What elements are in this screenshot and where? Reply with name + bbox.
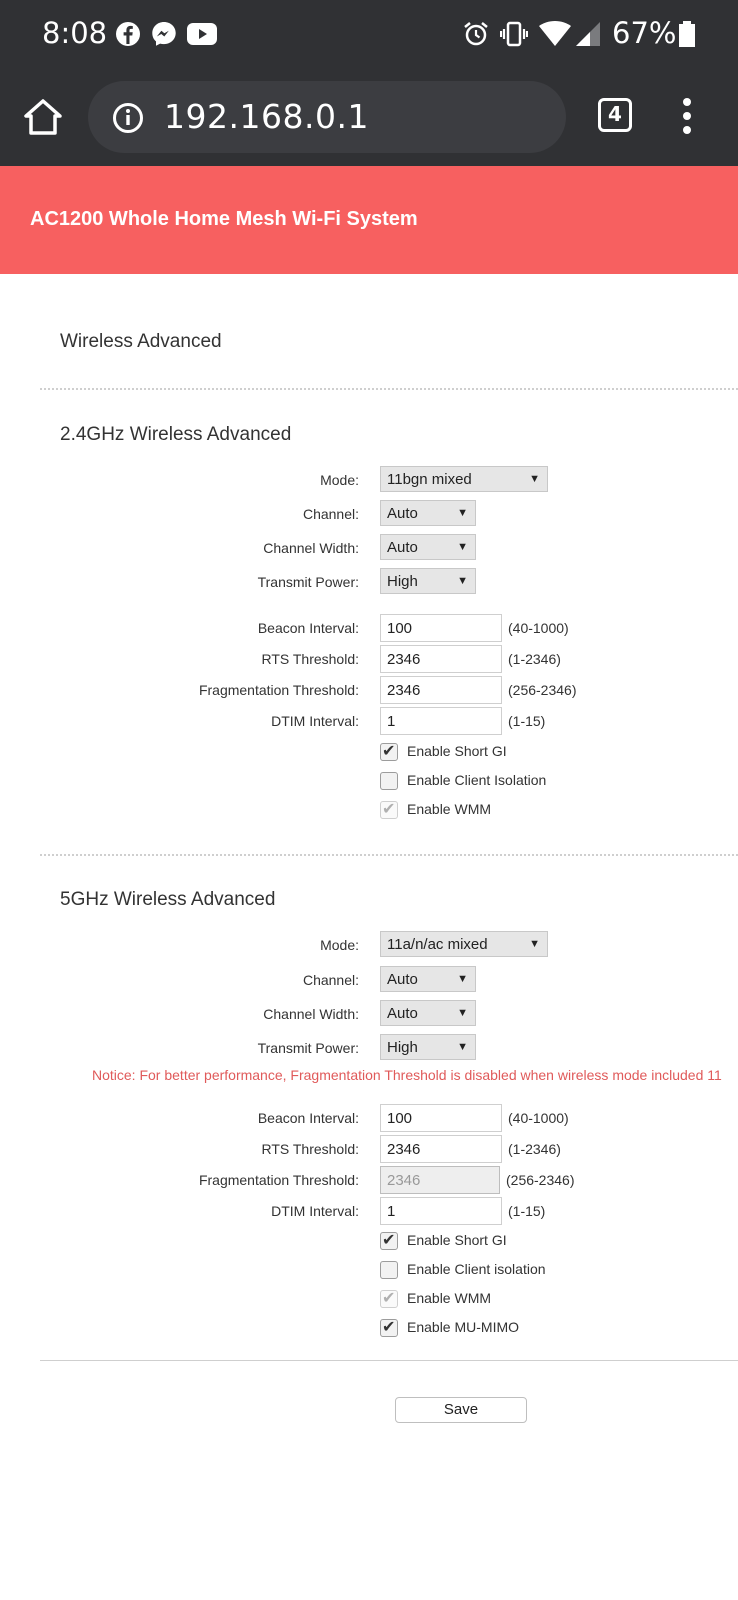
client-isolation-label: Enable Client Isolation — [407, 772, 547, 788]
mode-value: 11a/n/ac mixed — [387, 936, 488, 953]
dtim-interval-label: DTIM Interval: — [271, 1203, 359, 1219]
dtim-interval-row-5ghz — [0, 1197, 738, 1225]
wifi-icon — [538, 20, 572, 48]
info-icon[interactable] — [112, 102, 144, 134]
dtim-interval-range: (1-15) — [508, 1203, 546, 1219]
beacon-interval-label: Beacon Interval: — [257, 620, 359, 636]
mode-select-5ghz[interactable] — [380, 931, 548, 957]
check-icon: ✔ — [382, 1232, 396, 1249]
beacon-interval-label: Beacon Interval: — [257, 1110, 359, 1126]
address-bar[interactable] — [88, 81, 566, 153]
client-isolation-row-5ghz — [0, 1258, 738, 1286]
short-gi-checkbox-5ghz[interactable] — [380, 1232, 398, 1250]
mode-row-5ghz — [0, 931, 738, 959]
channel-width-value: Auto — [387, 1005, 418, 1022]
short-gi-label: Enable Short GI — [407, 1232, 507, 1248]
dtim-interval-row-2-4ghz — [0, 707, 738, 735]
check-icon: ✔ — [382, 1319, 396, 1336]
short-gi-label: Enable Short GI — [407, 743, 507, 759]
mode-label: Mode: — [320, 937, 359, 953]
chevron-down-icon: ▼ — [457, 1007, 468, 1019]
check-icon: ✔ — [382, 801, 396, 818]
vibrate-icon — [500, 20, 528, 48]
section-title-2-4ghz: 2.4GHz Wireless Advanced — [60, 424, 292, 445]
transmit-power-select-2-4ghz[interactable] — [380, 568, 476, 594]
chevron-down-icon: ▼ — [457, 575, 468, 587]
mode-value: 11bgn mixed — [387, 471, 472, 488]
youtube-icon — [186, 20, 218, 48]
short-gi-checkbox-2-4ghz[interactable] — [380, 743, 398, 761]
transmit-power-select-5ghz[interactable] — [380, 1034, 476, 1060]
router-header — [0, 166, 738, 274]
chevron-down-icon: ▼ — [529, 938, 540, 950]
channel-width-label: Channel Width: — [263, 1006, 359, 1022]
section-title-5ghz: 5GHz Wireless Advanced — [60, 889, 276, 910]
frag-threshold-row-2-4ghz — [0, 676, 738, 704]
channel-width-select-2-4ghz[interactable] — [380, 534, 476, 560]
signal-icon — [574, 20, 602, 48]
check-icon: ✔ — [382, 743, 396, 760]
facebook-icon — [114, 20, 142, 48]
transmit-power-label: Transmit Power: — [257, 1040, 359, 1056]
rts-threshold-range: (1-2346) — [508, 1141, 561, 1157]
url-text[interactable]: 192.168.0.1 — [164, 97, 369, 136]
transmit-power-value: High — [387, 1039, 418, 1056]
short-gi-row-5ghz — [0, 1229, 738, 1257]
alarm-icon — [462, 20, 490, 48]
rts-threshold-range: (1-2346) — [508, 651, 561, 667]
beacon-interval-input-5ghz[interactable]: 100 — [380, 1104, 502, 1132]
more-menu-icon[interactable] — [676, 98, 700, 138]
beacon-interval-row-5ghz — [0, 1104, 738, 1132]
wmm-label: Enable WMM — [407, 1290, 492, 1306]
frag-threshold-label: Fragmentation Threshold: — [198, 682, 359, 698]
dtim-interval-range: (1-15) — [508, 713, 546, 729]
rts-threshold-label: RTS Threshold: — [261, 651, 359, 667]
channel-label: Channel: — [302, 506, 359, 522]
transmit-power-row-2-4ghz — [0, 568, 738, 596]
mode-label: Mode: — [320, 472, 359, 488]
beacon-interval-range: (40-1000) — [508, 620, 569, 636]
channel-width-value: Auto — [387, 539, 418, 556]
frag-threshold-range: (256-2346) — [506, 1172, 575, 1188]
home-icon[interactable] — [22, 96, 64, 138]
mode-select-2-4ghz[interactable] — [380, 466, 548, 492]
chevron-down-icon: ▼ — [457, 507, 468, 519]
mu-mimo-label: Enable MU-MIMO — [407, 1319, 520, 1335]
check-icon: ✔ — [382, 1290, 396, 1307]
short-gi-row-2-4ghz — [0, 740, 738, 768]
wmm-label: Enable WMM — [407, 801, 492, 817]
transmit-power-value: High — [387, 573, 418, 590]
beacon-interval-range: (40-1000) — [508, 1110, 569, 1126]
rts-threshold-label: RTS Threshold: — [261, 1141, 359, 1157]
client-isolation-checkbox-2-4ghz[interactable] — [380, 772, 398, 790]
status-bar — [0, 0, 738, 68]
fragmentation-notice: Notice: For better performance, Fragmentation Threshold is disabled when wireless mode included 11 — [92, 1067, 722, 1083]
channel-row-2-4ghz — [0, 500, 738, 528]
chevron-down-icon: ▼ — [457, 541, 468, 553]
wmm-row-5ghz — [0, 1287, 738, 1315]
channel-row-5ghz — [0, 966, 738, 994]
clock: 8:08 — [42, 16, 108, 50]
browser-toolbar — [0, 68, 738, 166]
channel-width-label: Channel Width: — [263, 540, 359, 556]
divider — [40, 388, 738, 390]
frag-threshold-input-5ghz: 2346 — [380, 1166, 500, 1194]
frag-threshold-range: (256-2346) — [508, 682, 577, 698]
battery-percentage: 67% — [612, 16, 677, 50]
divider — [40, 1360, 738, 1361]
chevron-down-icon: ▼ — [457, 973, 468, 985]
channel-select-5ghz[interactable] — [380, 966, 476, 992]
divider — [40, 854, 738, 856]
beacon-interval-input-2-4ghz[interactable]: 100 — [380, 614, 502, 642]
mode-row-2-4ghz — [0, 466, 738, 494]
client-isolation-row-2-4ghz — [0, 769, 738, 797]
channel-select-2-4ghz[interactable] — [380, 500, 476, 526]
rts-threshold-input-5ghz[interactable]: 2346 — [380, 1135, 502, 1163]
rts-threshold-row-2-4ghz — [0, 645, 738, 673]
wmm-row-2-4ghz — [0, 798, 738, 826]
frag-threshold-input-2-4ghz[interactable]: 2346 — [380, 676, 502, 704]
channel-label: Channel: — [302, 972, 359, 988]
client-isolation-label: Enable Client isolation — [407, 1261, 546, 1277]
rts-threshold-row-5ghz — [0, 1135, 738, 1163]
channel-value: Auto — [387, 505, 418, 522]
battery-icon — [678, 20, 696, 48]
channel-value: Auto — [387, 971, 418, 988]
dtim-interval-input-2-4ghz[interactable]: 1 — [380, 707, 502, 735]
rts-threshold-input-2-4ghz[interactable]: 2346 — [380, 645, 502, 673]
router-title: AC1200 Whole Home Mesh Wi-Fi System — [30, 208, 418, 230]
chevron-down-icon: ▼ — [457, 1041, 468, 1053]
mu-mimo-checkbox-5ghz[interactable] — [380, 1319, 398, 1337]
chevron-down-icon: ▼ — [529, 473, 540, 485]
save-button[interactable]: Save — [395, 1397, 527, 1423]
channel-width-row-5ghz — [0, 1000, 738, 1028]
transmit-power-label: Transmit Power: — [257, 574, 359, 590]
dtim-interval-label: DTIM Interval: — [271, 713, 359, 729]
wmm-checkbox-2-4ghz — [380, 801, 398, 819]
transmit-power-row-5ghz — [0, 1034, 738, 1062]
client-isolation-checkbox-5ghz[interactable] — [380, 1261, 398, 1279]
messenger-icon — [150, 20, 178, 48]
frag-threshold-label: Fragmentation Threshold: — [198, 1172, 359, 1188]
wmm-checkbox-5ghz — [380, 1290, 398, 1308]
channel-width-row-2-4ghz — [0, 534, 738, 562]
frag-threshold-row-5ghz — [0, 1166, 738, 1194]
tab-switcher-button[interactable]: 4 — [598, 98, 632, 132]
dtim-interval-input-5ghz[interactable]: 1 — [380, 1197, 502, 1225]
channel-width-select-5ghz[interactable] — [380, 1000, 476, 1026]
mu-mimo-row-5ghz — [0, 1316, 738, 1344]
beacon-interval-row-2-4ghz — [0, 614, 738, 642]
page-title: Wireless Advanced — [60, 331, 222, 352]
